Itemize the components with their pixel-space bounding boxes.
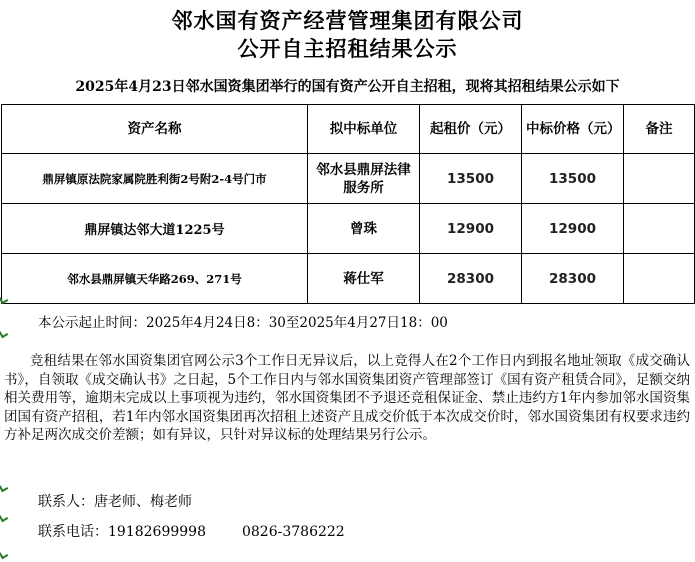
document-title: 邻水国有资产经营管理集团有限公司 [171, 8, 524, 33]
contact-phone-line [38, 521, 345, 541]
note-cell [624, 254, 695, 304]
start-price-cell: 13500 [420, 154, 522, 204]
winning-price-cell: 12900 [522, 204, 624, 254]
publicity-period: 本公示起止时间：2025年4月24日8：30至2025年4月27日18：00 [38, 315, 448, 331]
table-row [2, 204, 695, 254]
header-asset-name: 资产名称 [2, 105, 308, 154]
contact-phone-mobile: 19182699998 [108, 524, 206, 540]
header-note: 备注 [624, 105, 695, 154]
cell-comment-marker [0, 329, 8, 339]
asset-name-cell: 邻水县鼎屏镇天华路269、271号 [2, 254, 308, 304]
start-price-cell: 28300 [420, 254, 522, 304]
document-subtitle: 公开自主招租结果公示 [237, 36, 458, 61]
table-row [2, 154, 695, 204]
contact-phone-landline: 0826-3786222 [241, 524, 345, 540]
cell-comment-marker [0, 550, 8, 560]
winning-price-cell: 13500 [522, 154, 624, 204]
winner-cell: 邻水县鼎屏法律服务所 [308, 154, 420, 204]
contact-phone-label: 联系电话： [38, 524, 108, 540]
terms-paragraph: 竞租结果在邻水国资集团官网公示3个工作日无异议后，以上竞得人在2个工作日内到报名地址领取《成交确认书》，自领取《成交确认书》之日起，5个工作日内与邻水国资集团资产管理部签订《国有资产租赁合同》，足额交纳相关费用等，逾期未完成以上事项视为违约，邻水国资集团不予退还竞租保证金、禁止违约方1年内参加邻水国资集团国有资产招租，若1年内邻水国资集团再次招租上述资产且成交价低于本次成交价时，邻水国资集团有权要求违约方补足两次成交价差额；如有异议，只针对异议标的处理结果另行公示。 [4, 353, 690, 444]
note-cell [624, 154, 695, 204]
contact-person: 联系人：唐老师、梅老师 [38, 494, 192, 510]
asset-name-cell: 鼎屏镇原法院家属院胜利街2号附2-4号门市 [2, 154, 308, 204]
header-start-price: 起租价（元） [420, 105, 522, 154]
winner-cell: 蒋仕军 [308, 254, 420, 304]
start-price-cell: 12900 [420, 204, 522, 254]
header-winning-price: 中标价格（元） [522, 105, 624, 154]
cell-comment-marker [0, 513, 8, 523]
header-winner: 拟中标单位 [308, 105, 420, 154]
winner-cell: 曾珠 [308, 204, 420, 254]
intro-notice: 2025年4月23日邻水国资集团举行的国有资产公开自主招租，现将其招租结果公示如下 [75, 79, 620, 95]
note-cell [624, 204, 695, 254]
winning-price-cell: 28300 [522, 254, 624, 304]
results-table [1, 104, 695, 304]
asset-name-cell: 鼎屏镇达邻大道1225号 [2, 204, 308, 254]
table-header-row [2, 105, 695, 154]
table-row [2, 254, 695, 304]
cell-comment-marker [0, 483, 8, 493]
